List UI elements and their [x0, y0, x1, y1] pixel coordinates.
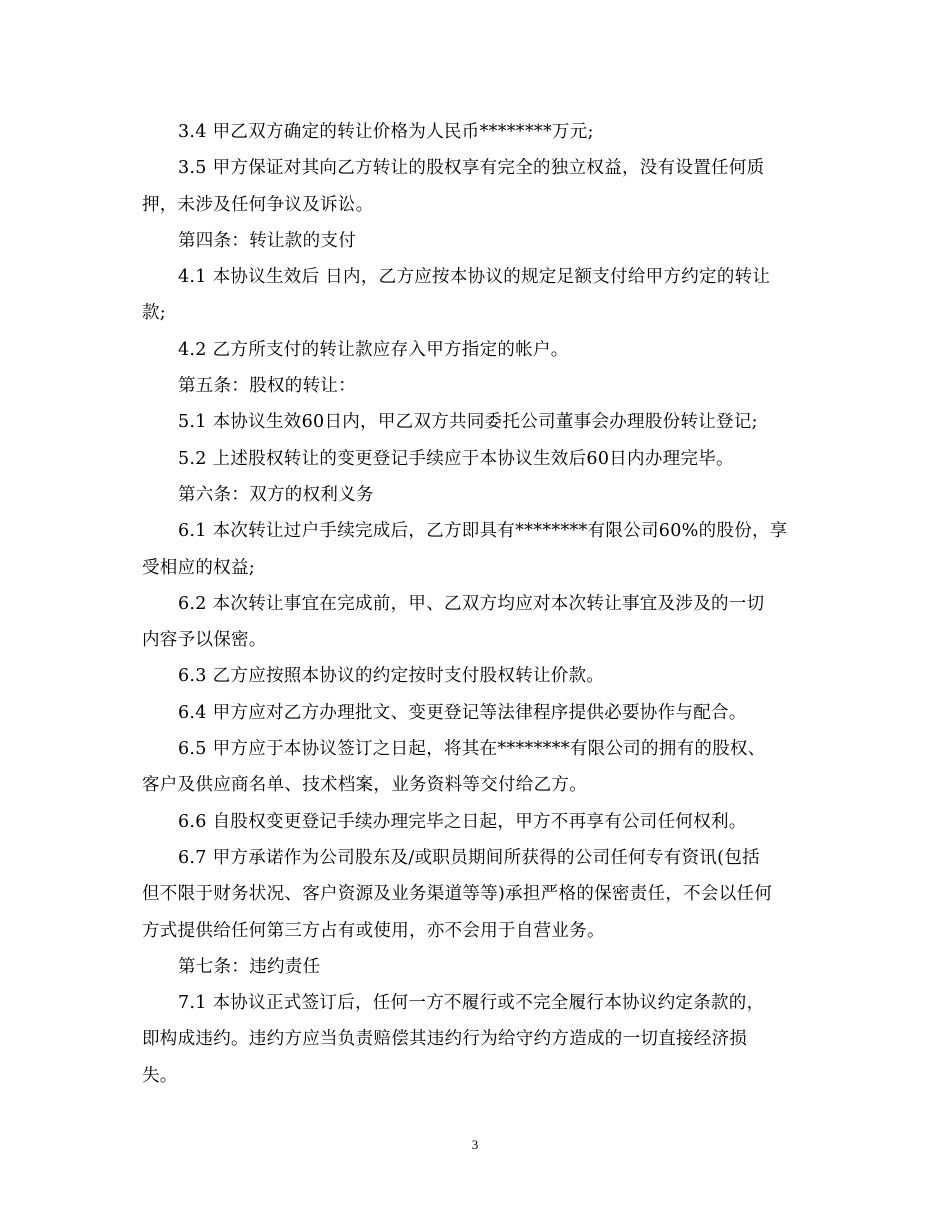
text-line: 方式提供给任何第三方占有或使用，亦不会用于自营业务。: [142, 920, 605, 941]
text-line: 6.4 甲方应对乙方办理批文、变更登记等法律程序提供必要协作与配合。: [178, 702, 747, 723]
text-line: 6.6 自股权变更登记手续办理完毕之日起，甲方不再享有公司任何权利。: [178, 811, 747, 832]
document-body: [142, 114, 817, 1094]
text-line: 7.1 本协议正式签订后，任何一方不履行或不完全履行本协议约定条款的，: [178, 993, 765, 1014]
text-line: 第七条：违约责任: [178, 956, 321, 977]
text-line: 款;: [142, 303, 166, 324]
text-line: 6.3 乙方应按照本协议的约定按时支付股权转让价款。: [178, 666, 605, 687]
text-line: 6.5 甲方应于本协议签订之日起，将其在********有限公司的拥有的股权、: [178, 739, 766, 760]
text-line: 6.7 甲方承诺作为公司股东及/或职员期间所获得的公司任何专有资讯(包括: [178, 847, 760, 868]
text-line: 5.2 上述股权转让的变更登记手续应于本协议生效后60日内办理完毕。: [178, 448, 734, 469]
text-line: 第六条：双方的权利义务: [178, 484, 374, 505]
text-line: 第四条：转让款的支付: [178, 230, 356, 251]
text-line: 客户及供应商名单、技术档案，业务资料等交付给乙方。: [142, 775, 587, 796]
text-line: 6.1 本次转让过户手续完成后，乙方即具有********有限公司60%的股份，享: [178, 521, 788, 542]
text-line: 4.2 乙方所支付的转让款应存入甲方指定的帐户。: [178, 339, 569, 360]
text-line: 即构成违约。违约方应当负责赔偿其违约行为给守约方造成的一切直接经济损: [142, 1029, 748, 1050]
text-line: 4.1 本协议生效后 日内，乙方应按本协议的规定足额支付给甲方约定的转让: [178, 267, 771, 288]
text-line: 押，未涉及任何争议及诉讼。: [142, 194, 374, 215]
text-line: 5.1 本协议生效60日内，甲乙双方共同委托公司董事会办理股份转让登记;: [178, 412, 758, 433]
text-line: 失。: [142, 1065, 178, 1086]
text-line: 内容予以保密。: [142, 630, 267, 651]
text-line: 6.2 本次转让事宜在完成前，甲、乙双方均应对本次转让事宜及涉及的一切: [178, 593, 765, 614]
text-line: 受相应的权益;: [142, 557, 255, 578]
text-line: 但不限于财务状况、客户资源及业务渠道等等)承担严格的保密责任，不会以任何: [142, 884, 773, 905]
text-line: 第五条：股权的转让：: [178, 376, 356, 397]
page-number: 3: [471, 1137, 479, 1152]
text-line: 3.4 甲乙双方确定的转让价格为人民币********万元;: [178, 122, 594, 142]
text-line: 3.5 甲方保证对其向乙方转让的股权享有完全的独立权益，没有设置任何质: [178, 158, 765, 179]
